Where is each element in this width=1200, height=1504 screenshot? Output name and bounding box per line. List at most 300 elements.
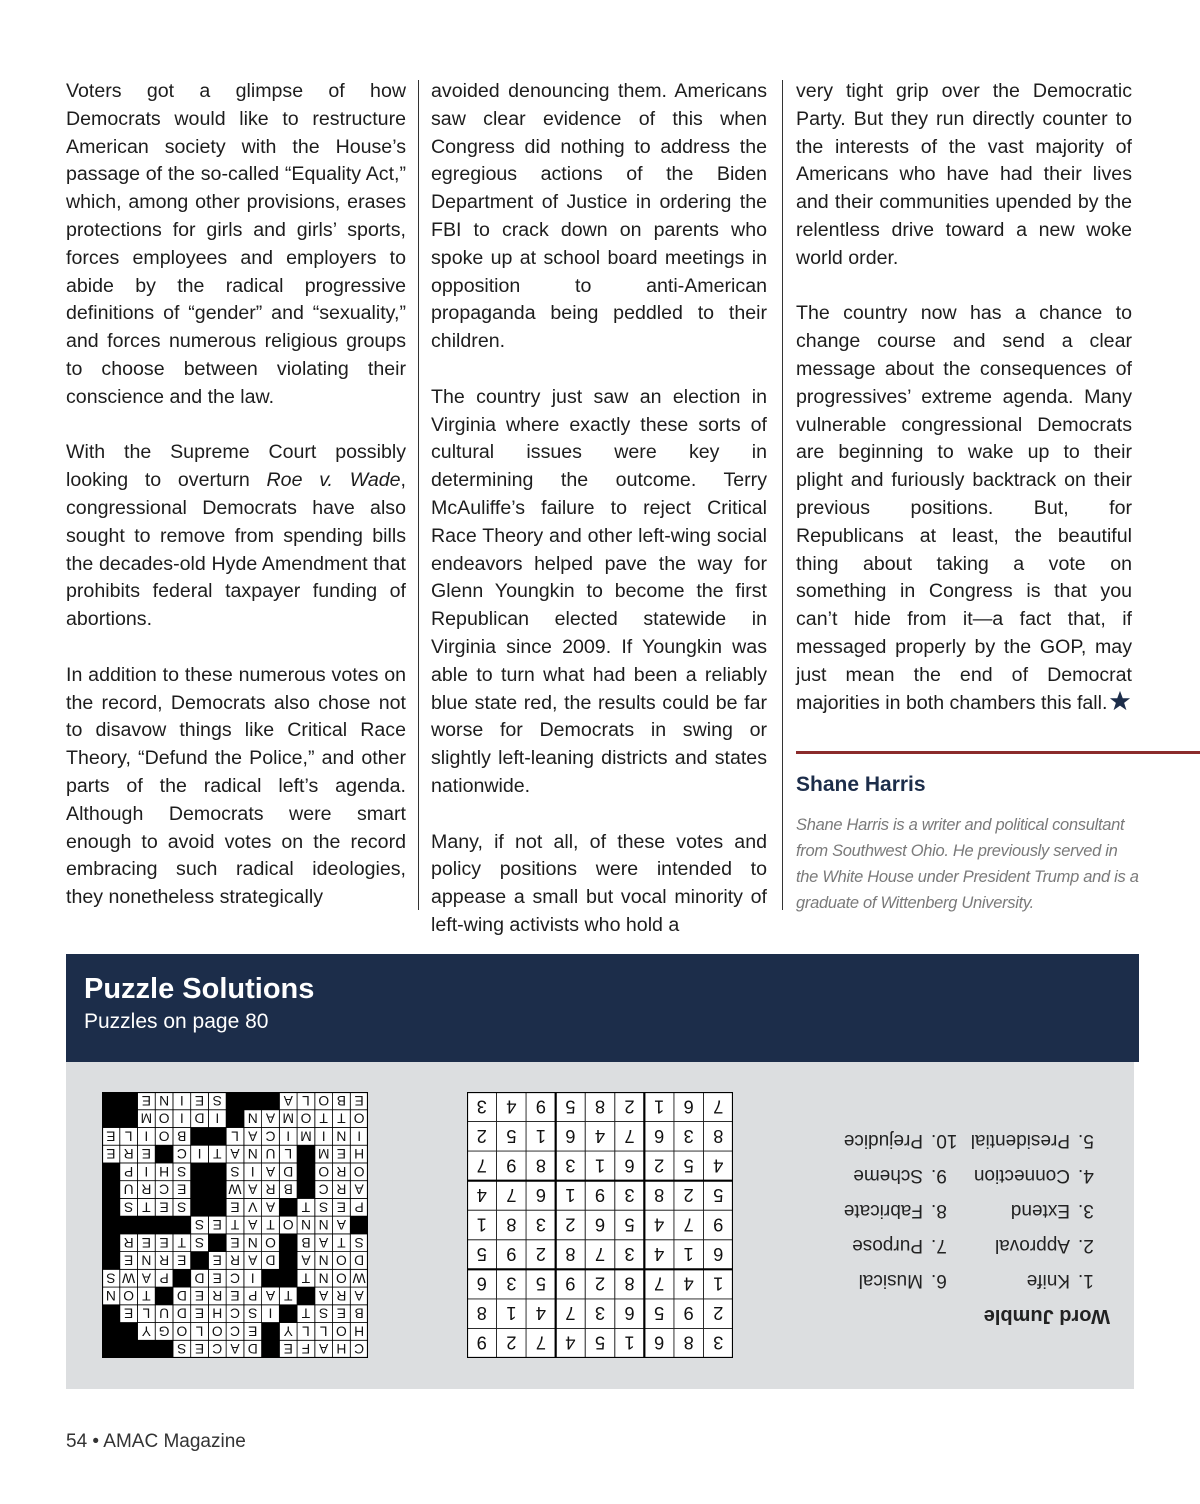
- crossword-black-cell: [102, 1092, 120, 1110]
- crossword-black-cell: [226, 1110, 244, 1128]
- crossword-black-cell: [137, 1216, 155, 1234]
- crossword-letter: D: [283, 1163, 294, 1180]
- crossword-grid: [102, 1092, 368, 1358]
- crossword-black-cell: [191, 1181, 209, 1199]
- crossword-letter: P: [354, 1199, 364, 1216]
- sudoku-digit: 1: [506, 1303, 517, 1325]
- crossword-letter: A: [265, 1163, 276, 1180]
- article-column-1: [66, 78, 406, 940]
- crossword-letter: I: [179, 1110, 184, 1127]
- crossword-solution: [102, 1092, 368, 1358]
- crossword-black-cell: [191, 1163, 209, 1181]
- jumble-word: Fabricate: [843, 1200, 923, 1221]
- crossword-black-cell: [155, 1340, 173, 1358]
- crossword-letter: L: [319, 1323, 328, 1340]
- crossword-black-cell: [102, 1163, 120, 1181]
- crossword-letter: S: [319, 1305, 329, 1322]
- sudoku-digit: 4: [713, 1155, 724, 1177]
- crossword-black-cell: [244, 1092, 262, 1110]
- crossword-letter: E: [336, 1146, 347, 1163]
- crossword-letter: I: [250, 1270, 255, 1287]
- sudoku-digit: 3: [594, 1303, 606, 1325]
- sudoku-digit: 5: [713, 1184, 724, 1206]
- crossword-letter: A: [354, 1181, 364, 1198]
- author-divider: [796, 751, 1200, 754]
- crossword-black-cell: [297, 1287, 315, 1305]
- article-paragraph: Voters got a glimpse of how Democrats would like to restructure American society with the House’s passage of the so-called “Equality Act,” which, among other provisions, erases protections for girls and girls’ sports, forces employees and employers to abide by the radical progressive definitions of “gender” and “sexuality,” and forces numerous religious groups to choose between violating their conscience and the law.: [66, 80, 406, 408]
- sudoku-digit: 5: [535, 1273, 546, 1295]
- crossword-black-cell: [262, 1340, 280, 1358]
- crossword-letter: O: [123, 1287, 134, 1304]
- crossword-black-cell: [120, 1340, 138, 1358]
- crossword-letter: D: [247, 1341, 258, 1358]
- crossword-black-cell: [155, 1287, 173, 1305]
- crossword-letter: S: [177, 1341, 187, 1358]
- crossword-letter: O: [336, 1270, 347, 1287]
- crossword-letter: E: [159, 1199, 169, 1216]
- sudoku-digit: 5: [565, 1096, 576, 1118]
- crossword-black-cell: [262, 1269, 280, 1287]
- article-paragraph: In addition to these numerous votes on the record, Democrats also chose not to disavow things like Critical Race Theory, “Defund the Police,” and other parts of the radical left’s agenda. Although Democrats were smart enough to avoid votes on the record embracing such radical ideologies, they nonetheless strategically: [66, 663, 406, 909]
- crossword-letter: S: [194, 1234, 205, 1251]
- crossword-letter: C: [265, 1128, 276, 1145]
- sudoku-digit: 6: [683, 1096, 694, 1118]
- sudoku-digit: 9: [594, 1184, 606, 1206]
- crossword-letter: E: [230, 1199, 240, 1216]
- crossword-letter: I: [250, 1163, 255, 1180]
- author-bio: Shane Harris is a writer and political consultant from Southwest Ohio. He previously served in the White House under President Trump and is a graduate of Wittenberg University.: [796, 816, 1139, 912]
- sudoku-digit: 6: [594, 1214, 606, 1236]
- crossword-letter: O: [265, 1234, 276, 1251]
- crossword-letter: A: [301, 1252, 311, 1269]
- crossword-letter: T: [142, 1287, 151, 1304]
- sudoku-digit: 9: [506, 1244, 517, 1266]
- crossword-letter: G: [158, 1323, 170, 1340]
- crossword-letter: T: [301, 1199, 311, 1216]
- crossword-letter: R: [123, 1234, 134, 1251]
- crossword-letter: E: [141, 1092, 151, 1109]
- sudoku-digit: 7: [565, 1303, 576, 1325]
- sudoku-digit: 1: [624, 1332, 635, 1354]
- crossword-letter: S: [230, 1163, 240, 1180]
- crossword-letter: E: [283, 1341, 293, 1358]
- crossword-letter: A: [265, 1287, 276, 1304]
- crossword-letter: O: [353, 1163, 365, 1180]
- crossword-letter: H: [336, 1341, 347, 1358]
- jumble-item: [963, 1259, 1110, 1294]
- crossword-letter: A: [319, 1234, 329, 1251]
- sudoku-digit: 6: [713, 1244, 724, 1266]
- crossword-letter: T: [301, 1305, 311, 1322]
- puzzle-title: Puzzle Solutions: [84, 973, 315, 1005]
- sudoku-digit: 3: [506, 1273, 517, 1295]
- sudoku-digit: 6: [624, 1155, 635, 1177]
- sudoku-digit: 3: [476, 1096, 487, 1118]
- crossword-black-cell: [297, 1145, 315, 1163]
- crossword-letter: E: [123, 1252, 134, 1269]
- crossword-letter: O: [282, 1217, 294, 1234]
- jumble-word: Presidential: [970, 1130, 1070, 1151]
- crossword-black-cell: [173, 1216, 191, 1234]
- sudoku-digit: 1: [713, 1273, 724, 1295]
- crossword-letter: N: [105, 1287, 116, 1304]
- crossword-letter: P: [159, 1270, 169, 1287]
- crossword-letter: P: [123, 1163, 134, 1180]
- crossword-letter: R: [265, 1181, 276, 1198]
- crossword-letter: N: [318, 1217, 329, 1234]
- crossword-letter: E: [177, 1181, 187, 1198]
- sudoku-digit: 4: [565, 1332, 576, 1354]
- jumble-number: 8.: [931, 1200, 947, 1221]
- case-name: Roe v. Wade: [266, 469, 401, 492]
- column-divider: [418, 80, 419, 910]
- crossword-letter: O: [158, 1110, 170, 1127]
- crossword-letter: A: [265, 1110, 276, 1127]
- crossword-letter: B: [336, 1092, 347, 1109]
- jumble-number: 6.: [931, 1270, 947, 1291]
- crossword-black-cell: [102, 1198, 120, 1216]
- article-column-3: [796, 78, 1132, 745]
- crossword-black-cell: [279, 1252, 297, 1270]
- sudoku-digit: 2: [624, 1096, 635, 1118]
- crossword-letter: O: [336, 1323, 347, 1340]
- sudoku-digit: 6: [654, 1125, 665, 1147]
- crossword-letter: E: [230, 1234, 240, 1251]
- crossword-letter: E: [194, 1092, 205, 1109]
- crossword-letter: M: [317, 1146, 330, 1163]
- crossword-letter: S: [177, 1199, 187, 1216]
- crossword-letter: Y: [141, 1323, 151, 1340]
- jumble-word: Extend: [1010, 1200, 1070, 1221]
- sudoku-digit: 9: [683, 1303, 694, 1325]
- crossword-black-cell: [208, 1198, 226, 1216]
- crossword-black-cell: [102, 1181, 120, 1199]
- jumble-column-left: [963, 1119, 1110, 1294]
- crossword-black-cell: [102, 1216, 120, 1234]
- crossword-black-cell: [297, 1181, 315, 1199]
- crossword-black-cell: [191, 1198, 209, 1216]
- crossword-letter: E: [212, 1217, 222, 1234]
- crossword-letter: E: [212, 1252, 222, 1269]
- jumble-item: [816, 1189, 963, 1224]
- crossword-letter: O: [300, 1110, 312, 1127]
- sudoku-digit: 8: [624, 1273, 635, 1295]
- column-divider: [782, 80, 783, 910]
- crossword-letter: B: [354, 1305, 364, 1322]
- crossword-letter: N: [159, 1092, 170, 1109]
- crossword-letter: E: [194, 1341, 205, 1358]
- jumble-word: Knife: [1026, 1270, 1070, 1291]
- crossword-letter: L: [302, 1323, 310, 1340]
- crossword-letter: A: [265, 1199, 276, 1216]
- crossword-letter: W: [228, 1181, 242, 1198]
- sudoku-digit: 3: [565, 1155, 576, 1177]
- crossword-letter: E: [159, 1234, 169, 1251]
- jumble-item: [816, 1154, 963, 1189]
- jumble-item: [816, 1224, 963, 1259]
- jumble-number: 3.: [1078, 1200, 1094, 1221]
- sudoku-grid: [467, 1092, 733, 1358]
- crossword-letter: D: [176, 1287, 187, 1304]
- sudoku-digit: 1: [565, 1184, 576, 1206]
- crossword-letter: E: [354, 1092, 364, 1109]
- crossword-letter: T: [337, 1110, 346, 1127]
- crossword-letter: I: [268, 1305, 273, 1322]
- sudoku-digit: 4: [594, 1125, 606, 1147]
- crossword-black-cell: [297, 1163, 315, 1181]
- crossword-letter: H: [212, 1305, 223, 1322]
- jumble-number: 5.: [1078, 1130, 1094, 1151]
- sudoku-digit: 7: [476, 1155, 487, 1177]
- crossword-letter: R: [230, 1252, 240, 1269]
- crossword-letter: T: [213, 1146, 222, 1163]
- crossword-letter: A: [336, 1217, 347, 1234]
- crossword-letter: A: [230, 1146, 240, 1163]
- crossword-black-cell: [102, 1340, 120, 1358]
- crossword-letter: E: [248, 1323, 258, 1340]
- crossword-letter: O: [211, 1323, 223, 1340]
- sudoku-digit: 9: [535, 1096, 546, 1118]
- crossword-letter: T: [301, 1270, 311, 1287]
- article-paragraph: Many, if not all, of these votes and policy positions were intended to appease a small but vocal minority of left-wing activists who hold a: [431, 830, 767, 936]
- sudoku-digit: 7: [594, 1244, 606, 1266]
- crossword-letter: I: [321, 1128, 326, 1145]
- crossword-letter: N: [318, 1270, 329, 1287]
- jumble-word: Purpose: [852, 1235, 923, 1256]
- crossword-letter: O: [353, 1110, 365, 1127]
- crossword-black-cell: [279, 1234, 297, 1252]
- puzzle-header: [66, 954, 1139, 1062]
- crossword-letter: A: [248, 1181, 258, 1198]
- crossword-letter: I: [144, 1163, 149, 1180]
- crossword-letter: I: [197, 1146, 202, 1163]
- crossword-letter: U: [159, 1305, 170, 1322]
- crossword-letter: M: [140, 1110, 153, 1127]
- sudoku-digit: 2: [683, 1184, 694, 1206]
- sudoku-digit: 9: [565, 1273, 576, 1295]
- crossword-letter: D: [176, 1305, 187, 1322]
- crossword-letter: S: [319, 1199, 329, 1216]
- crossword-black-cell: [262, 1323, 280, 1341]
- puzzle-subtitle: Puzzles on page 80: [84, 1010, 269, 1033]
- crossword-letter: C: [230, 1323, 240, 1340]
- crossword-letter: A: [141, 1270, 151, 1287]
- crossword-black-cell: [262, 1092, 280, 1110]
- crossword-letter: H: [354, 1323, 365, 1340]
- jumble-item: [816, 1119, 963, 1154]
- crossword-letter: B: [283, 1181, 293, 1198]
- crossword-black-cell: [279, 1269, 297, 1287]
- jumble-word: Scheme: [853, 1165, 923, 1186]
- crossword-letter: A: [319, 1287, 329, 1304]
- crossword-letter: E: [106, 1146, 116, 1163]
- sudoku-digit: 7: [506, 1184, 517, 1206]
- crossword-letter: B: [177, 1128, 187, 1145]
- crossword-black-cell: [208, 1181, 226, 1199]
- crossword-black-cell: [102, 1323, 120, 1341]
- crossword-letter: D: [354, 1252, 365, 1269]
- article-text: , congressional Democrats have also sought to remove from spending bills the decades-old Hyde Amendment that prohibits federal taxpayer funding of abortions.: [66, 469, 406, 631]
- crossword-black-cell: [137, 1340, 155, 1358]
- crossword-letter: C: [318, 1181, 329, 1198]
- sudoku-digit: 2: [535, 1244, 546, 1266]
- crossword-letter: T: [142, 1199, 151, 1216]
- crossword-letter: N: [247, 1146, 258, 1163]
- crossword-letter: W: [122, 1270, 136, 1287]
- page-footer: 54 • AMAC Magazine: [66, 1431, 246, 1452]
- sudoku-digit: 6: [535, 1184, 546, 1206]
- crossword-letter: O: [158, 1128, 170, 1145]
- crossword-letter: E: [336, 1305, 347, 1322]
- sudoku-digit: 1: [654, 1096, 665, 1118]
- crossword-black-cell: [279, 1198, 297, 1216]
- sudoku-digit: 3: [624, 1244, 635, 1266]
- jumble-number: 10.: [931, 1130, 958, 1151]
- crossword-letter: L: [195, 1323, 204, 1340]
- crossword-letter: E: [230, 1287, 240, 1304]
- crossword-black-cell: [102, 1252, 120, 1270]
- sudoku-digit: 5: [594, 1332, 606, 1354]
- jumble-word: Approval: [995, 1235, 1070, 1256]
- crossword-black-cell: [208, 1234, 226, 1252]
- crossword-letter: E: [177, 1252, 187, 1269]
- sudoku-digit: 7: [683, 1214, 694, 1236]
- crossword-letter: I: [357, 1128, 362, 1145]
- crossword-letter: R: [212, 1287, 223, 1304]
- crossword-letter: T: [337, 1234, 346, 1251]
- jumble-number: 2.: [1078, 1235, 1094, 1256]
- crossword-letter: O: [318, 1092, 330, 1109]
- crossword-letter: E: [194, 1287, 205, 1304]
- crossword-black-cell: [208, 1127, 226, 1145]
- sudoku-digit: 3: [535, 1214, 546, 1236]
- jumble-column-right: [816, 1119, 963, 1294]
- crossword-letter: C: [230, 1270, 240, 1287]
- crossword-letter: A: [319, 1341, 329, 1358]
- crossword-letter: Y: [283, 1323, 293, 1340]
- sudoku-digit: 9: [713, 1214, 724, 1236]
- star-icon: [1109, 690, 1131, 712]
- crossword-letter: T: [266, 1217, 275, 1234]
- crossword-black-cell: [155, 1216, 173, 1234]
- crossword-letter: I: [144, 1128, 149, 1145]
- crossword-black-cell: [120, 1216, 138, 1234]
- crossword-letter: S: [354, 1234, 364, 1251]
- sudoku-digit: 6: [476, 1273, 487, 1295]
- jumble-number: 7.: [931, 1235, 947, 1256]
- crossword-letter: O: [176, 1323, 188, 1340]
- sudoku-digit: 7: [535, 1332, 546, 1354]
- crossword-letter: O: [318, 1163, 330, 1180]
- crossword-letter: S: [123, 1199, 134, 1216]
- crossword-letter: S: [212, 1092, 222, 1109]
- crossword-letter: H: [354, 1146, 365, 1163]
- crossword-letter: O: [336, 1252, 347, 1269]
- sudoku-digit: 5: [624, 1214, 635, 1236]
- crossword-letter: L: [284, 1146, 293, 1163]
- sudoku-digit: 6: [565, 1125, 576, 1147]
- jumble-word: Musical: [858, 1270, 923, 1291]
- sudoku-digit: 4: [654, 1244, 665, 1266]
- sudoku-digit: 4: [506, 1096, 517, 1118]
- crossword-black-cell: [102, 1234, 120, 1252]
- crossword-black-cell: [120, 1092, 138, 1110]
- crossword-letter: M: [282, 1110, 294, 1127]
- sudoku-digit: 5: [654, 1303, 665, 1325]
- sudoku-digit: 7: [624, 1125, 635, 1147]
- crossword-letter: C: [212, 1341, 223, 1358]
- crossword-black-cell: [102, 1305, 120, 1323]
- crossword-letter: R: [159, 1252, 170, 1269]
- crossword-letter: S: [177, 1163, 187, 1180]
- crossword-letter: T: [230, 1217, 240, 1234]
- crossword-letter: N: [247, 1234, 258, 1251]
- sudoku-digit: 8: [713, 1125, 724, 1147]
- sudoku-digit: 2: [506, 1332, 517, 1354]
- crossword-letter: E: [336, 1199, 347, 1216]
- sudoku-digit: 4: [654, 1214, 665, 1236]
- crossword-letter: E: [141, 1234, 151, 1251]
- sudoku-digit: 4: [683, 1273, 694, 1295]
- crossword-letter: E: [123, 1305, 134, 1322]
- jumble-item: [963, 1189, 1110, 1224]
- sudoku-digit: 3: [713, 1332, 724, 1354]
- crossword-letter: S: [194, 1217, 205, 1234]
- sudoku-digit: 1: [476, 1214, 487, 1236]
- crossword-black-cell: [350, 1216, 368, 1234]
- crossword-letter: T: [177, 1234, 187, 1251]
- crossword-letter: S: [106, 1270, 116, 1287]
- sudoku-digit: 5: [506, 1125, 517, 1147]
- sudoku-solution: [467, 1092, 733, 1358]
- sudoku-digit: 2: [476, 1125, 487, 1147]
- crossword-letter: A: [248, 1252, 258, 1269]
- crossword-letter: T: [319, 1110, 328, 1127]
- crossword-letter: R: [141, 1181, 152, 1198]
- sudoku-digit: 1: [535, 1125, 546, 1147]
- sudoku-digit: 8: [594, 1096, 606, 1118]
- jumble-word: Prejudice: [843, 1130, 923, 1151]
- crossword-letter: C: [354, 1341, 365, 1358]
- sudoku-digit: 6: [654, 1332, 665, 1354]
- sudoku-digit: 8: [565, 1244, 576, 1266]
- crossword-black-cell: [191, 1127, 209, 1145]
- sudoku-digit: 4: [535, 1303, 546, 1325]
- crossword-letter: U: [123, 1181, 134, 1198]
- jumble-number: 1.: [1078, 1270, 1094, 1291]
- sudoku-digit: 8: [535, 1155, 546, 1177]
- crossword-black-cell: [173, 1269, 191, 1287]
- sudoku-digit: 8: [654, 1184, 665, 1206]
- sudoku-digit: 3: [624, 1184, 635, 1206]
- sudoku-digit: 2: [565, 1214, 576, 1236]
- crossword-letter: D: [265, 1252, 276, 1269]
- sudoku-digit: 3: [683, 1125, 694, 1147]
- article-paragraph: avoided denouncing them. Americans saw clear evidence of this when Congress did nothing to address the egregious actions of the Biden Department of Justice in ordering the FBI to crack down on parents who spoke up at school board meetings in opposition to anti-American propaganda being peddled to their children.: [431, 80, 767, 353]
- crossword-letter: I: [286, 1128, 291, 1145]
- crossword-letter: R: [336, 1181, 347, 1198]
- crossword-black-cell: [279, 1305, 297, 1323]
- word-jumble-solution: [816, 1110, 1110, 1330]
- jumble-title: Word Jumble: [983, 1305, 1110, 1327]
- crossword-letter: C: [159, 1181, 170, 1198]
- crossword-letter: I: [215, 1110, 220, 1127]
- crossword-black-cell: [208, 1163, 226, 1181]
- crossword-letter: E: [212, 1270, 222, 1287]
- crossword-letter: P: [248, 1287, 258, 1304]
- crossword-letter: L: [124, 1128, 133, 1145]
- crossword-letter: A: [354, 1287, 364, 1304]
